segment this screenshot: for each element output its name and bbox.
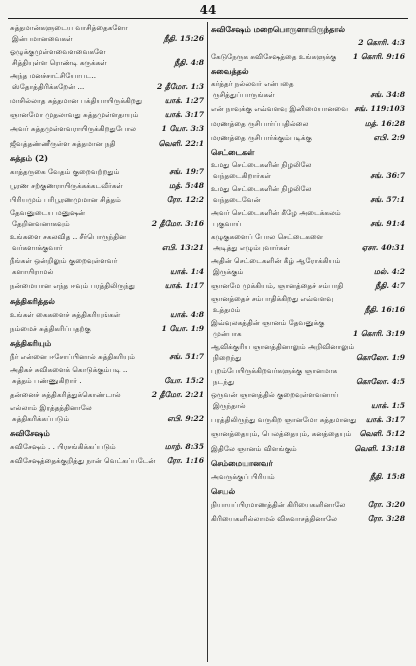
verse-reference: மத். 16:28 — [364, 118, 405, 128]
verse-reference: யாக். 1:17 — [164, 281, 204, 291]
verse-text: காத்தருகை வேதம் குறைவற்றதும் — [10, 166, 120, 176]
verse-entry — [8, 350, 206, 364]
verse-text: பரத்திலிருந்து வருகிற ஞானமோ சுத்தமானது — [211, 415, 357, 425]
verse-entry — [209, 293, 407, 317]
verse-text-continued: நடந்து — [213, 377, 235, 387]
verse-text-continued: அடித்து எழும்புவார்கள் — [213, 242, 290, 252]
verse-text: ஓழுக்குமுள்ளவைளவைகளே — [10, 47, 106, 56]
verse-entry — [8, 255, 206, 279]
verse-text: அதின் செட்டைகளின் கீழ் ஆரோக்கியம் — [211, 255, 341, 265]
verse-text: கிரியைகளில்லாமல் விசுவாசத்தினாலே — [211, 514, 338, 524]
verse-entry — [209, 317, 407, 341]
verse-reference: கொலோ. 1:9 — [355, 353, 405, 363]
verse-entry — [209, 279, 407, 293]
verse-reference: சங். 57:1 — [370, 194, 405, 204]
verse-entry — [8, 440, 206, 454]
verse-entry — [8, 179, 206, 193]
verse-entry — [8, 231, 206, 255]
verse-reference: வெளி. 13:18 — [354, 443, 405, 453]
verse-entry — [209, 78, 407, 102]
verse-reference: சங். 34:8 — [370, 90, 405, 100]
verse-entry — [209, 36, 407, 50]
verse-reference: யாக். 4:8 — [170, 309, 204, 319]
verse-text-continued: இருந்தால் — [213, 401, 246, 411]
verse-text-continued: நிறைந்து — [213, 353, 242, 363]
verse-entry — [8, 165, 206, 179]
verse-entry — [8, 46, 206, 70]
verse-reference: வெளி. 5:12 — [359, 429, 405, 439]
verse-text: அவர் சுத்தமுள்ளவராயிருக்கிறதுபோல — [10, 124, 137, 134]
verse-text: அந்த மனச்சாட்சியோபட.. — [10, 71, 97, 80]
verse-reference: யாக். 1:4 — [170, 267, 204, 277]
verse-text: ஞானத்தைச் சம்பாதிக்கிறது எவ்வளவு — [211, 294, 334, 304]
two-column-body — [8, 22, 408, 662]
section-heading: சுத்திகரித்தல் — [10, 295, 55, 306]
verse-reference: யாக். 3:17 — [164, 110, 204, 120]
verse-reference: 2 தீமோ. 1:3 — [156, 82, 204, 91]
verse-reference: 1 யோ. 3:3 — [161, 124, 204, 134]
verse-text: நன்மையான எந்த ஈவும் பரத்திலிருந்து — [10, 281, 135, 291]
section-heading: செட்டைகள் — [211, 146, 255, 157]
header-rule — [8, 18, 408, 19]
verse-reference: 2 கொரி. 4:3 — [358, 38, 405, 47]
verse-reference: ரோ. 3:28 — [367, 514, 405, 524]
verse-entry — [209, 389, 407, 413]
page-number: 44 — [199, 3, 217, 17]
verse-reference: ஏசா. 40:31 — [361, 242, 405, 252]
verse-reference: 1 யோ. 1:9 — [161, 323, 204, 333]
verse-text: நீங்கள் ஒன்றிலும் குறைவுள்ளவர் — [10, 256, 118, 266]
verse-text: ஆவிக்குரிய ஞானத்தினாலும் அறிவினாலும் — [211, 342, 355, 352]
column-divider — [207, 22, 208, 662]
verse-text-continued: ஸ்தோத்திரிக்கறேன் ... — [12, 82, 85, 91]
verse-text: இவ்வுலகத்தின் ஞானம் தேவனுக்கு — [211, 318, 325, 328]
verse-text: தன்னைச் சுத்திகரித்துக்கொண்டால் — [10, 390, 121, 400]
verse-reference: சங். 119:103 — [354, 104, 405, 114]
verse-reference: மத். 5:48 — [169, 180, 204, 190]
verse-reference: ரோ. 1:16 — [166, 456, 204, 466]
verse-entry — [8, 207, 206, 231]
verse-entry — [209, 231, 407, 255]
right-column — [209, 22, 407, 662]
verse-reference: வெளி. 22:1 — [158, 138, 204, 148]
verse-reference: எபி. 13:21 — [161, 243, 204, 253]
verse-reference: நீதி. 15:8 — [369, 471, 405, 481]
verse-text: உங்களை சகலவித .. சீர்பொருந்தின — [10, 232, 127, 242]
verse-text: மரணத்தை ருசிபார்க்கும்படிக்கு — [211, 132, 312, 142]
verse-text-continued: சித்தியுள்ள ரொண்டி கருக்கள் — [12, 58, 107, 67]
verse-entry — [8, 454, 206, 468]
section-heading: செம்மையானவர் — [211, 457, 273, 468]
verse-reference: மல். 4:2 — [373, 266, 405, 276]
section-heading: செயல் — [211, 485, 236, 496]
verse-reference: 2 தீமோ. 2:21 — [151, 390, 204, 400]
section-heading: சுத்திகரியும் — [10, 337, 52, 348]
verse-reference: யாக். 1:5 — [371, 401, 405, 411]
verse-text-continued: உத்தமம் — [213, 305, 241, 315]
verse-text: நம்மைச் சுத்திகரிப்பதற்கு — [10, 323, 91, 333]
verse-text-continued: தேறினவனாகவும் — [12, 219, 70, 229]
verse-entry — [8, 122, 206, 136]
verse-entry — [8, 402, 206, 426]
left-column — [8, 22, 206, 662]
verse-reference: கொலோ. 4:5 — [355, 377, 405, 387]
verse-reference: யோ. 15:2 — [164, 376, 204, 386]
verse-text: சுவிசேஷத்தைக்குறித்து நான் வெட்கப்படேன் — [10, 456, 156, 466]
verse-text: என் நாவுக்கு எவ்வளவு இனிமையானவை — [211, 104, 349, 114]
verse-text-continued: வர்களாக்குவார் — [12, 243, 63, 253]
verse-entry — [8, 94, 206, 108]
verse-text-continued: களாயிராமல் — [12, 267, 54, 277]
verse-text: எல்லாம் இரத்தத்தினாலே — [10, 403, 92, 413]
section-heading: சுவிசேஷம் — [10, 428, 50, 439]
verse-entry — [209, 512, 407, 526]
verse-text: உமது செட்டைகளின் நிழலிலே — [211, 183, 312, 193]
verse-text-continued: சுத்திகரிக்கப்படும் — [12, 414, 70, 424]
verse-entry — [209, 442, 407, 456]
verse-entry — [209, 413, 407, 427]
verse-reference: சங். 91:4 — [370, 218, 405, 228]
verse-entry — [8, 193, 206, 207]
verse-reference: 2 தீமோ. 3:16 — [151, 219, 204, 229]
verse-reference: மாற். 8:35 — [164, 442, 204, 452]
verse-text: அவர் செட்டைகளின் கீழே அடைக்கலம் — [211, 207, 341, 217]
verse-entry — [209, 131, 407, 145]
verse-text: ஞானத்தையும், பெலத்தையும், கனத்தையும் — [211, 429, 352, 439]
verse-text-continued: சுத்தம் பண்ணுகிறார் . — [12, 376, 82, 386]
verse-text: ஜீவத்தண்ணீருள்ள சுத்தமான நதி — [10, 138, 116, 148]
verse-text: மரணத்தை ருசிபார்ப்பதில்லை — [211, 118, 309, 128]
verse-entry — [209, 50, 407, 64]
verse-entry — [8, 308, 206, 322]
verse-text: சுவிசேஷம் . . பிரசங்கிக்கப்படும் — [10, 442, 116, 452]
verse-text: அவருக்குப் பிரியம் — [211, 471, 275, 481]
verse-text-continued: இருக்கும் — [213, 266, 244, 276]
verse-entry — [209, 341, 407, 365]
section-heading: சுவைத்தல் — [211, 66, 249, 77]
verse-text-continued: இன்பமானவைகள் — [12, 34, 73, 43]
verse-entry — [209, 207, 407, 231]
verse-text: கர்த்தர் நல்லவர் என்பதை — [211, 79, 294, 89]
verse-entry — [209, 255, 407, 279]
verse-entry — [8, 364, 206, 388]
verse-entry — [8, 22, 206, 46]
verse-entry — [209, 427, 407, 441]
verse-entry — [8, 388, 206, 402]
verse-entry — [8, 322, 206, 336]
verse-text: கழுகுகளைப் போல செட்டைகளை — [211, 231, 324, 241]
verse-text: உங்கள் கைகளைச் சுத்திகரியுங்கள் — [10, 309, 121, 319]
verse-text: நீர் என்னை ஈசோப்பினால் சுத்திகரியும் — [10, 351, 136, 361]
verse-reference: எபி. 9:22 — [167, 414, 204, 424]
verse-text: பூரண சற்குணராயிருக்கக்கடவீர்கள் — [10, 180, 123, 190]
verse-reference: நீதி. 15:26 — [163, 34, 204, 43]
verse-text-continued: முன்பாக — [213, 329, 242, 339]
verse-reference: யாக். 1:27 — [164, 96, 204, 105]
verse-text: புறம்பேயிருக்கிறவர்களுக்கு ஞானமாக — [211, 366, 338, 376]
verse-text: மாசில்லாத சுத்தமான பக்தியாயிருக்கிறது — [10, 96, 143, 105]
verse-text-continued: வந்தடைகிறார்கள் — [213, 170, 272, 180]
verse-entry — [8, 70, 206, 94]
verse-text: தேவனுடைய மனுஷன் — [10, 208, 86, 218]
verse-entry — [209, 498, 407, 512]
verse-text: உமது செட்டைகளின் நிழலிலே — [211, 159, 312, 169]
verse-text: நியாயப்பிரமாணத்தின் கிரியைகளினாலே — [211, 499, 346, 509]
section-heading: சுத்தம் (2) — [10, 152, 48, 163]
verse-reference: நீதி. 4:7 — [375, 280, 405, 290]
verse-reference: ரோ. 3:20 — [367, 499, 405, 509]
verse-reference: சங். 36:7 — [370, 170, 405, 180]
verse-reference: ரோ. 12:2 — [166, 195, 204, 205]
verse-reference: சங். 19:7 — [169, 166, 204, 176]
verse-entry — [209, 117, 407, 131]
verse-text: ஞானமே முக்கியம், ஞானத்தைச் சம்பாதி — [211, 280, 344, 290]
verse-reference: யாக். 3:17 — [365, 415, 405, 425]
verse-entry — [8, 279, 206, 293]
verse-text: பிரியமும் பரிபூரணமுமான சித்தம் — [10, 195, 121, 205]
verse-entry — [209, 183, 407, 207]
verse-entry — [209, 159, 407, 183]
verse-reference: 1 கொரி. 3:19 — [352, 329, 405, 339]
verse-entry — [8, 137, 206, 151]
section-heading: சுவிசேஷம் மறைபொருளாயிருந்தால் — [211, 24, 346, 34]
verse-reference: 1 கொரி. 9:16 — [352, 52, 405, 62]
verse-entry — [8, 108, 206, 122]
verse-reference: எபி. 2:9 — [373, 132, 405, 142]
verse-entry — [209, 470, 407, 484]
verse-reference: நீதி. 16:16 — [364, 305, 405, 315]
verse-text-continued: ருசித்துப்பாருங்கள் — [213, 90, 275, 100]
verse-text: ஞானமோ முதலாவது சுத்தமுள்ளதாயும் — [10, 110, 139, 120]
verse-text: அதிகச் சுவிகளைக் கொடுக்கும்படி .. — [10, 365, 128, 375]
verse-entry — [209, 102, 407, 116]
verse-entry — [209, 365, 407, 389]
verse-text: இதிலே ஞானம் விளங்கும் — [211, 443, 297, 453]
verse-text-continued: வந்தடைவேன் — [213, 194, 261, 204]
verse-text-continued: புகுவாய் — [213, 218, 242, 228]
verse-reference: நீதி. 4:8 — [174, 58, 204, 67]
verse-text: ஒருவன் ஞானத்தில் குறைவுள்ளவனாய் — [211, 390, 339, 400]
verse-text: கேடுநேருக சுவிசேஷத்தை உங்களுக்கு — [211, 52, 337, 62]
verse-reference: சங். 51:7 — [169, 351, 204, 361]
verse-text: சுத்தமான்களுடைய வாசித்தைகளோ — [10, 23, 128, 32]
